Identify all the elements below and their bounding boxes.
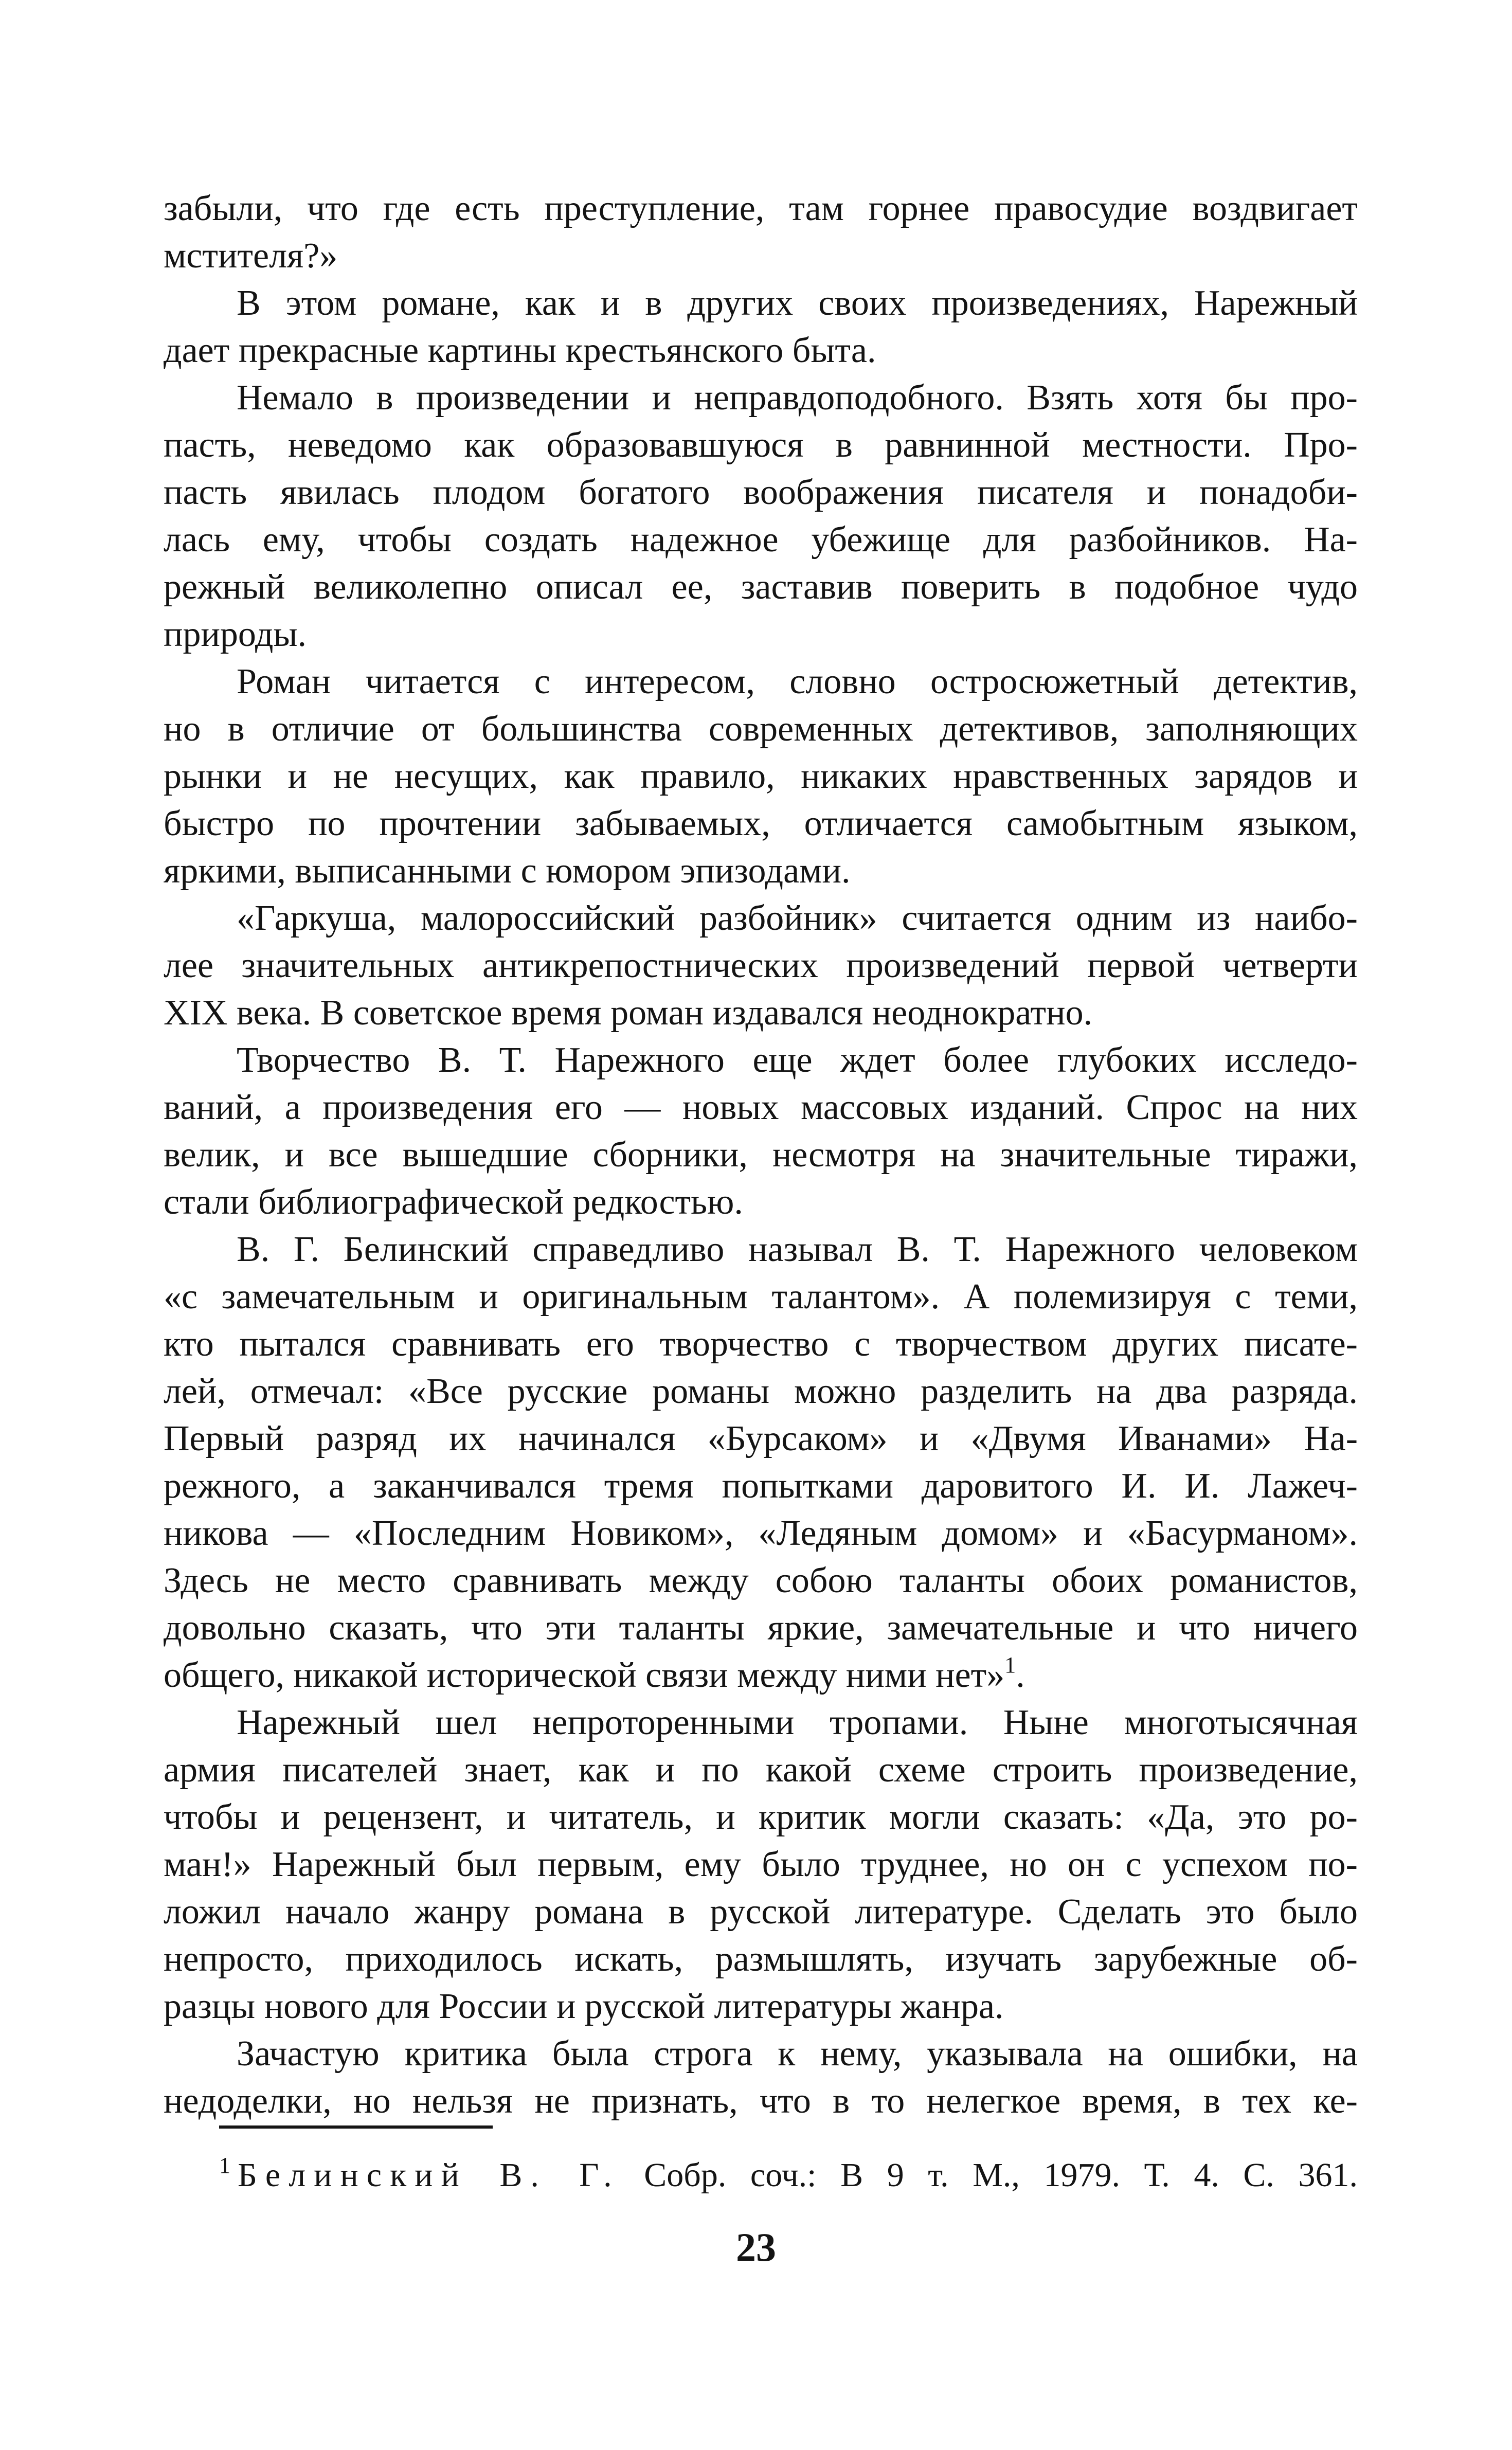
- text-line: [164, 1179, 1358, 1226]
- document-body: [164, 185, 1358, 2125]
- text-line: [164, 1746, 1358, 1794]
- text-line: [164, 1605, 1358, 1652]
- text-line: [164, 280, 1358, 327]
- text-line-content: режный великолепно описал ее, заставив поверить в подобное чудо: [164, 567, 1358, 607]
- text-line: [164, 1084, 1358, 1131]
- text-line-content: «с замечательным и оригинальным талантом». А полемизируя с теми,: [164, 1277, 1358, 1317]
- text-line-content: дает прекрасные картины крестьянского быта.: [164, 331, 876, 370]
- text-line-content: армия писателей знает, как и по какой схеме строить произведение,: [164, 1750, 1358, 1790]
- text-line-content: чтобы и рецензент, и читатель, и критик могли сказать: «Да, это ро-: [164, 1797, 1358, 1837]
- text-line: [164, 1415, 1358, 1463]
- text-line-content: забыли, что где есть преступление, там горнее правосудие воздвигает: [164, 189, 1358, 228]
- text-line: [164, 516, 1358, 564]
- text-line-content: режного, а заканчивался тремя попытками даровитого И. И. Лажеч-: [164, 1466, 1358, 1506]
- text-line: [164, 1131, 1358, 1179]
- footnote-author: Белинский В. Г.: [238, 2156, 620, 2194]
- text-line: [164, 658, 1358, 706]
- text-line-content: быстро по прочтении забываемых, отличается самобытным языком,: [164, 804, 1358, 843]
- text-line-content: недоделки, но нельзя не признать, что в то нелегкое время, в тех ке-: [164, 2081, 1358, 2121]
- footnote-divider: [219, 2125, 493, 2129]
- text-line-content: Первый разряд их начинался «Бурсаком» и «Двумя Иванами» На-: [164, 1419, 1358, 1458]
- text-line-content: Немало в произведении и неправдоподобного. Взять хотя бы про-: [237, 378, 1358, 418]
- text-line: [164, 1321, 1358, 1368]
- text-line-content: ложил начало жанру романа в русской литературе. Сделать это было: [164, 1892, 1358, 1932]
- text-line: [164, 1510, 1358, 1557]
- text-line: [164, 1226, 1358, 1273]
- text-line-content: Творчество В. Т. Нарежного еще ждет более глубоких исследо-: [237, 1040, 1358, 1080]
- text-line-content: велик, и все вышедшие сборники, несмотря на значительные тиражи,: [164, 1135, 1358, 1175]
- text-line-content: ваний, а произведения его — новых массовых изданий. Спрос на них: [164, 1088, 1358, 1127]
- text-line: [164, 422, 1358, 469]
- text-line: [164, 706, 1358, 753]
- text-line-content: В. Г. Белинский справедливо называл В. Т. Нарежного человеком: [237, 1230, 1358, 1269]
- text-line: [164, 1273, 1358, 1321]
- text-line-content: Нарежный шел непроторенными тропами. Ныне многотысячная: [237, 1703, 1358, 1742]
- text-line-content: Здесь не место сравнивать между собою таланты обоих романистов,: [164, 1561, 1358, 1600]
- text-line: [164, 1936, 1358, 1983]
- text-line-content: лей, отмечал: «Все русские романы можно разделить на два разряда.: [164, 1372, 1358, 1411]
- text-line: [164, 2078, 1358, 2125]
- text-line: [164, 232, 1358, 280]
- text-line-content: яркими, выписанными с юмором эпизодами.: [164, 851, 851, 891]
- text-line-content: лась ему, чтобы создать надежное убежище для разбойников. На-: [164, 520, 1358, 560]
- text-line: [164, 1888, 1358, 1936]
- text-line-content: ман!» Нарежный был первым, ему было труднее, но он с успехом по-: [164, 1845, 1358, 1884]
- text-line: [164, 1794, 1358, 1841]
- text-line-content: пасть явилась плодом богатого воображения писателя и понадоби-: [164, 473, 1358, 512]
- text-line: [164, 989, 1358, 1037]
- text-line-content: лее значительных антикрепостнических произведений первой четверти: [164, 946, 1358, 985]
- text-line-content: общего, никакой исторической связи между ними нет»: [164, 1655, 1005, 1695]
- text-line-content: стали библиографической редкостью.: [164, 1182, 743, 1222]
- text-line-content: Зачастую критика была строга к нему, указывала на ошибки, на: [237, 2034, 1358, 2074]
- text-line: [164, 469, 1358, 516]
- text-line-content: непросто, приходилось искать, размышлять, изучать зарубежные об-: [164, 1939, 1358, 1979]
- footnote-text: Собр. соч.: В 9 т. М., 1979. Т. 4. С. 361.: [644, 2156, 1358, 2194]
- text-line-content: разцы нового для России и русской литературы жанра.: [164, 1987, 1004, 2026]
- text-line: [164, 895, 1358, 942]
- text-line: [164, 1557, 1358, 1605]
- text-line-content: пасть, неведомо как образовавшуюся в равнинной местности. Про-: [164, 425, 1358, 465]
- text-line: [164, 1463, 1358, 1510]
- text-line: [164, 753, 1358, 800]
- text-line-content: никова — «Последним Новиком», «Ледяным домом» и «Басурманом».: [164, 1514, 1358, 1553]
- text-line: [164, 942, 1358, 989]
- text-line: [164, 564, 1358, 611]
- text-line-content: XIX века. В советское время роман издавался неоднократно.: [164, 993, 1093, 1033]
- text-line-content: Роман читается с интересом, словно остросюжетный детектив,: [237, 662, 1358, 701]
- text-line-tail: .: [1016, 1655, 1025, 1695]
- text-line: [164, 1841, 1358, 1888]
- text-line-content: В этом романе, как и в других своих произведениях, Нарежный: [237, 283, 1358, 323]
- text-line: [164, 1368, 1358, 1415]
- text-line: [164, 611, 1358, 658]
- text-line: [164, 2030, 1358, 2078]
- text-line-content: кто пытался сравнивать его творчество с творчеством других писате-: [164, 1324, 1358, 1364]
- footnote-reference: 1: [1004, 1652, 1016, 1678]
- text-line: [164, 1037, 1358, 1084]
- text-line-content: довольно сказать, что эти таланты яркие, замечательные и что ничего: [164, 1608, 1358, 1648]
- footnote: [219, 2142, 1358, 2194]
- text-line-content: «Гаркуша, малороссийский разбойник» считается одним из наибо-: [237, 898, 1358, 938]
- text-line: [164, 1652, 1358, 1699]
- text-line: [164, 1983, 1358, 2030]
- text-line: [164, 1699, 1358, 1746]
- page-number: 23: [736, 2225, 776, 2269]
- text-line: [164, 327, 1358, 374]
- text-line: [164, 185, 1358, 232]
- text-line-content: природы.: [164, 615, 307, 654]
- text-line-content: рынки и не несущих, как правило, никаких нравственных зарядов и: [164, 756, 1358, 796]
- text-line: [164, 848, 1358, 895]
- text-line-content: мстителя?»: [164, 236, 338, 276]
- text-line-content: но в отличие от большинства современных детективов, заполняющих: [164, 709, 1358, 749]
- text-line: [164, 800, 1358, 848]
- text-line: [164, 374, 1358, 422]
- footnote-mark: 1: [219, 2153, 230, 2178]
